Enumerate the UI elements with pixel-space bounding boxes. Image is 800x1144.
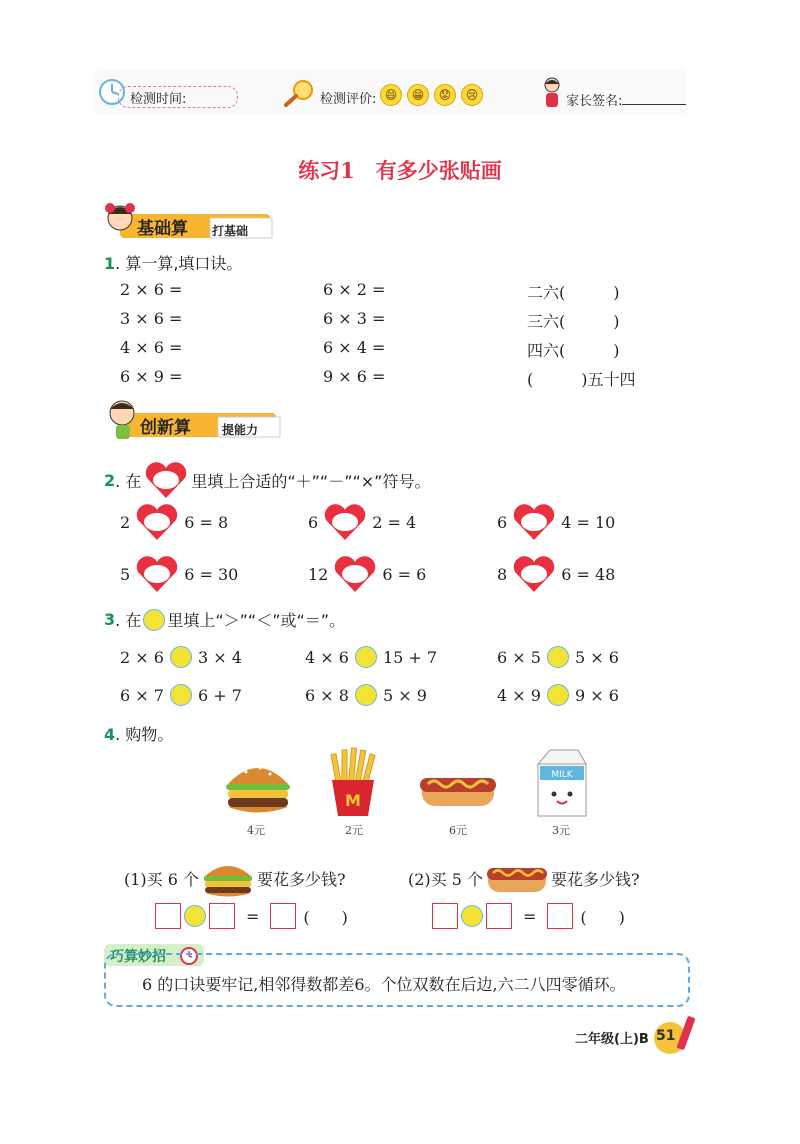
price-hotdog: 6元 [449,824,467,837]
q1-r3c1: 9 × 6 = [323,367,386,386]
section-basic-sub: 打基础 [212,224,249,238]
eval-label: 检测评价: [320,92,377,107]
heart-answer-box[interactable] [511,554,557,594]
price-burger: 4元 [247,824,265,837]
answer-box[interactable] [270,903,296,929]
section-innovate-title: 创新算 [140,418,191,438]
milk-carton-icon [530,746,590,818]
milk-label: MILK [551,770,573,780]
answer-box[interactable] [547,903,573,929]
q4-sub1-label: (1)买 6 个 [124,869,200,889]
q3-item-b: 5 × 9 [382,685,427,705]
q1-r1c2[interactable]: 三六( ) [527,312,620,331]
q2-item-1 [308,502,416,542]
face-sad-icon[interactable]: 😢 [461,84,483,106]
answer-box[interactable] [432,903,458,929]
q2-item-4 [308,554,426,594]
q3-item-a: 4 × 9 [497,685,541,705]
page-number: 51 [656,1028,676,1044]
q2-item-a: 6 [497,512,508,532]
circle-answer-box[interactable] [170,684,192,706]
hamburger-icon [222,756,294,818]
q3-item-b: 6 + 7 [197,685,242,705]
section-basic-banner [100,198,280,242]
q4-sub1-tail: 要花多少钱? [257,869,346,889]
q2-item-a: 8 [497,564,508,584]
q2-item-5 [497,554,615,594]
q3-item-a: 4 × 6 [305,647,349,667]
heart-icon [143,460,189,500]
hotdog-icon [418,764,498,814]
q2-item-b: 6 = 48 [561,564,616,584]
q1-r2c2[interactable]: 四六( ) [527,341,620,360]
q1-number: 1 [104,254,116,273]
q3-item-b: 9 × 6 [574,685,619,705]
face-happy-icon[interactable]: 😄 [380,84,402,106]
magnifier-icon [283,78,317,108]
q2-item-3 [120,554,238,594]
q2-pre: . 在 [115,471,142,491]
unit-paren[interactable]: ( ) [303,907,348,927]
heart-answer-box[interactable] [511,502,557,542]
face-worried-icon[interactable]: 😟 [434,84,456,106]
q2-number: 2 [104,470,116,490]
q3-item-b: 3 × 4 [197,647,242,667]
operator-circle[interactable] [184,905,206,927]
equals-sign: = [523,906,537,926]
price-fries: 2元 [345,824,363,837]
operator-circle[interactable] [461,905,483,927]
q4-heading [104,722,173,745]
time-label: 检测时间: [130,92,187,107]
q2-item-a: 5 [120,564,131,584]
circle-answer-box[interactable] [547,646,569,668]
tip-title: 巧算妙招 [110,949,166,965]
q1-r2c1: 6 × 4 = [323,338,386,357]
heart-answer-box[interactable] [332,554,378,594]
q1-r3c2[interactable]: ( )五十四 [527,370,636,389]
q1-r3c0: 6 × 9 = [120,367,183,386]
q3-heading [104,608,345,631]
tip-text: 6 的口诀要牢记,相邻得数都差6。个位双数在后边,六二八四零循环。 [142,975,626,994]
q2-item-0 [120,502,228,542]
q1-text: . 算一算,填口诀。 [115,254,243,273]
heart-answer-box[interactable] [134,554,180,594]
parent-figure-icon [540,76,564,110]
page-title: 练习1 有多少张贴画 [298,158,502,183]
q2-item-a: 12 [308,564,329,584]
q4-eq2 [432,903,625,929]
price-milk: 3元 [552,824,570,837]
q1-heading [104,251,242,274]
q2-item-b: 2 = 4 [372,512,417,532]
q3-pre: . 在 [115,611,142,630]
q1-r2c0: 4 × 6 = [120,338,183,357]
circle-answer-box[interactable] [355,684,377,706]
q2-item-b: 6 = 6 [382,564,427,584]
q3-item-0 [120,646,242,668]
q4-sub1 [124,858,346,898]
q2-post: 里填上合适的“＋”“－”“×”符号。 [191,471,431,491]
parent-label: 家长签名: [566,94,623,109]
hotdog-small-icon [485,858,549,898]
q3-item-b: 5 × 6 [574,647,619,667]
q2-item-2 [497,502,615,542]
q4-text: . 购物。 [115,725,174,744]
q3-item-1 [305,646,437,668]
answer-box[interactable] [155,903,181,929]
q1-r0c0: 2 × 6 = [120,280,183,299]
q4-eq1 [155,903,348,929]
answer-box[interactable] [209,903,235,929]
q3-item-2 [497,646,619,668]
q4-sub2-label: (2)买 5 个 [408,869,484,889]
eval-faces [380,84,483,106]
q3-item-b: 15 + 7 [382,647,438,667]
q4-number: 4 [104,725,116,744]
q3-item-a: 6 × 8 [305,685,349,705]
q3-number: 3 [104,610,116,629]
circle-answer-box[interactable] [547,684,569,706]
heart-answer-box[interactable] [322,502,368,542]
parent-signature-line[interactable] [622,104,686,105]
q1-r1c0: 3 × 6 = [120,309,183,328]
section-innovate-sub: 提能力 [222,423,259,437]
circle-answer-box[interactable] [170,646,192,668]
q1-r1c1: 6 × 3 = [323,309,386,328]
q3-item-a: 6 × 5 [497,647,541,667]
equals-sign: = [246,906,260,926]
circle-answer-box[interactable] [355,646,377,668]
face-grin-icon[interactable]: 😁 [407,84,429,106]
q3-item-a: 2 × 6 [120,647,164,667]
unit-paren[interactable]: ( ) [580,907,625,927]
svg-text:M: M [345,791,361,810]
heart-answer-box[interactable] [134,502,180,542]
grade-label: 二年级(上)B [575,1032,649,1047]
q3-item-5 [497,684,619,706]
q1-r0c2[interactable]: 二六( ) [527,283,620,302]
section-basic-title: 基础算 [137,219,188,239]
q3-item-4 [305,684,427,706]
fries-icon [326,746,380,818]
q2-item-a: 2 [120,512,131,532]
q3-item-a: 6 × 7 [120,685,164,705]
hamburger-small-icon [201,858,255,898]
q2-item-b: 6 = 8 [184,512,229,532]
q2-item-b: 6 = 30 [184,564,239,584]
q1-r0c1: 6 × 2 = [323,280,386,299]
q4-sub2-tail: 要花多少钱? [551,869,640,889]
q2-item-a: 6 [308,512,319,532]
q3-item-3 [120,684,242,706]
q2-item-b: 4 = 10 [561,512,616,532]
circle-icon [143,609,165,631]
q4-sub2 [408,858,640,898]
answer-box[interactable] [486,903,512,929]
q3-post: 里填上“＞”“＜”或“＝”。 [167,611,346,630]
q2-heading [104,460,430,500]
